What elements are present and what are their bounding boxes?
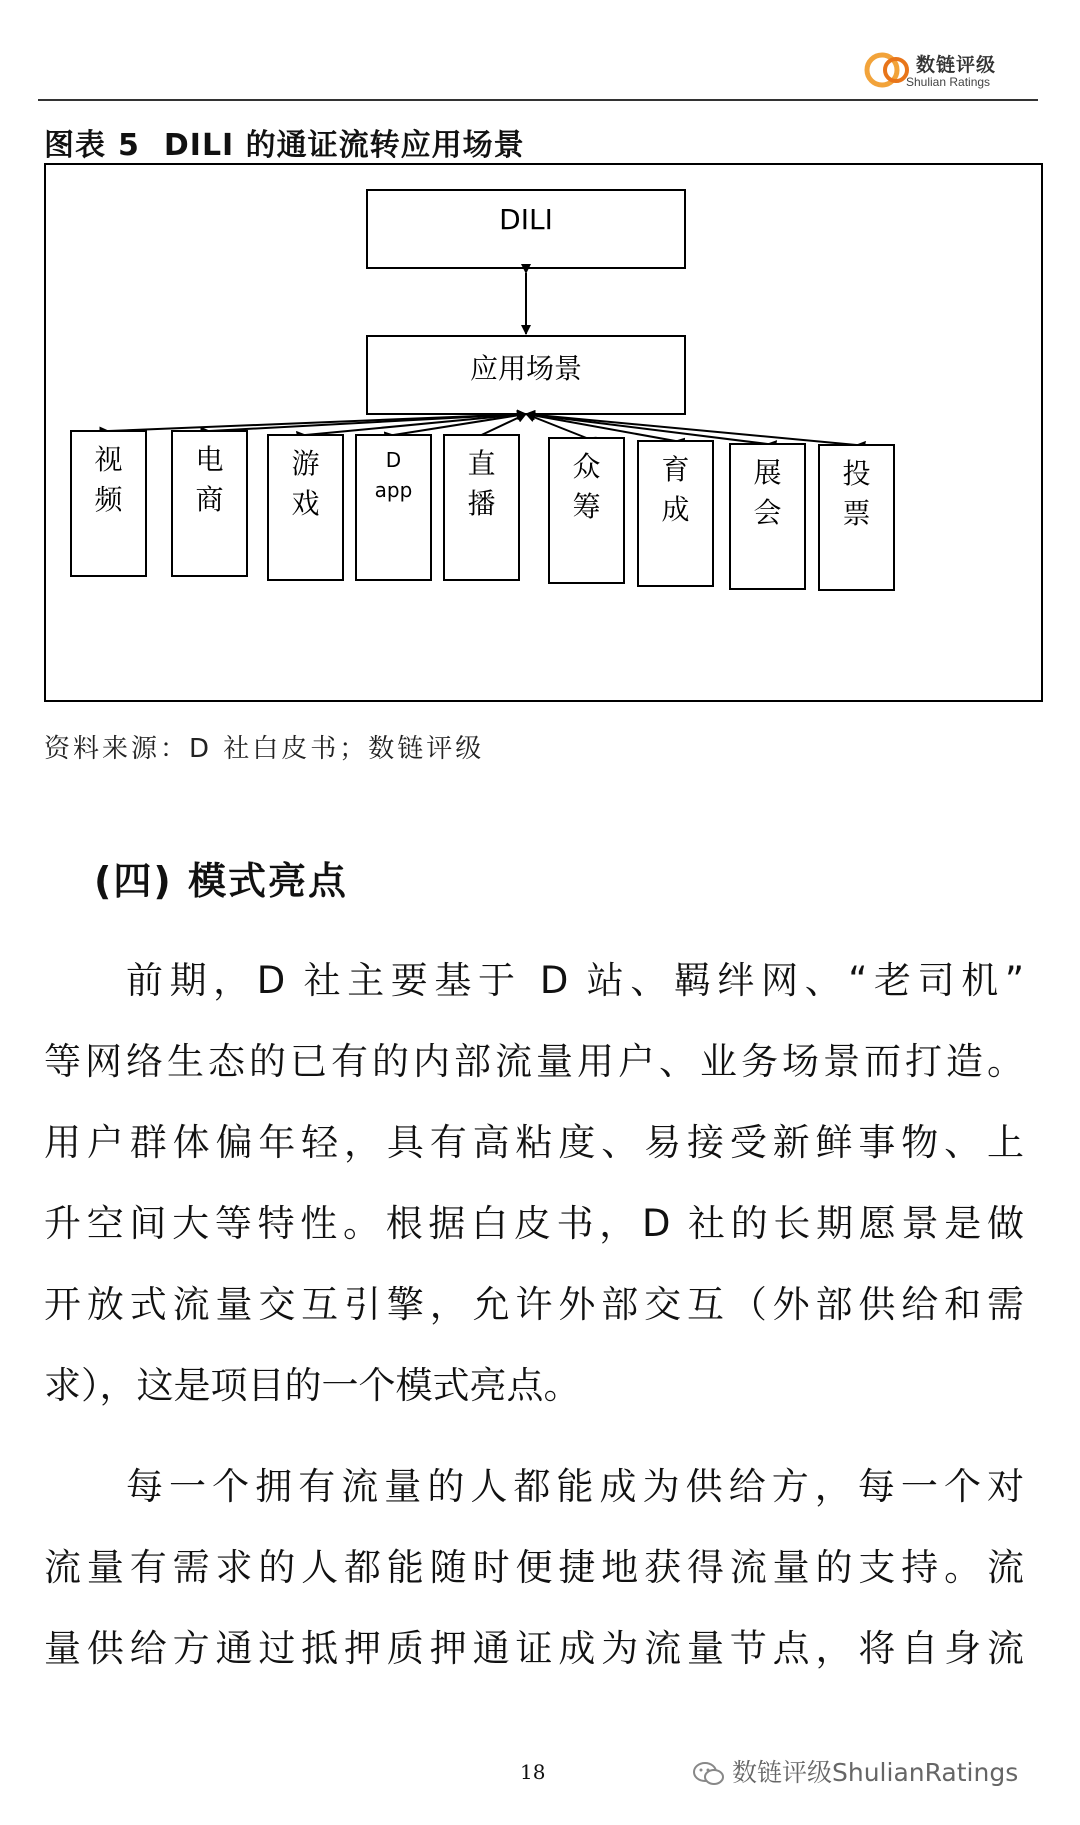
paragraph-2-line: 流量有需求的人都能随时便捷地获得流量的支持。流 [44, 1546, 1024, 1589]
page-number: 18 [520, 1760, 546, 1784]
leaf-node-label: 视 [94, 443, 123, 476]
wechat-icon [692, 1760, 726, 1788]
leaf-node-label: D [385, 448, 402, 472]
leaf-node-label: 播 [467, 487, 496, 520]
leaf-node-label: 直 [467, 447, 496, 480]
logo-text-en: Shulian Ratings [906, 75, 991, 89]
paragraph-1-line: 用户群体偏年轻，具有高粘度、易接受新鲜事物、上 [44, 1121, 1024, 1164]
paragraph-1-line: 求），这是项目的一个模式亮点。 [44, 1364, 581, 1407]
logo-text-cn: 数链评级 [916, 54, 997, 76]
figure-caption: DILI 的通证流转应用场景 [163, 128, 525, 163]
figure-source: 资料来源：D 社白皮书；数链评级 [44, 734, 485, 764]
leaf-node-label: 会 [753, 496, 782, 529]
paragraph-2-line: 量供给方通过抵押质押通证成为流量节点，将自身流 [44, 1627, 1024, 1670]
paragraph-1-line: 前期，D 社主要基于 D 站、羁绊网、“老司机” [126, 959, 1024, 1002]
paragraph-2-line: 每一个拥有流量的人都能成为供给方，每一个对 [126, 1465, 1024, 1508]
paragraph-1-line: 升空间大等特性。根据白皮书，D 社的长期愿景是做 [44, 1202, 1024, 1245]
paragraph-1-line: 开放式流量交互引擎，允许外部交互（外部供给和需 [44, 1283, 1024, 1326]
leaf-node-label: app [374, 478, 413, 502]
scenario-node-label: 应用场景 [469, 352, 583, 385]
figure-number: 5 [118, 128, 140, 163]
leaf-node-label: 筹 [572, 490, 601, 523]
section-title: (四) 模式亮点 [94, 859, 348, 903]
leaf-node-label: 游 [291, 447, 320, 480]
leaf-node-label: 戏 [291, 487, 320, 520]
leaf-node-label: 育 [661, 453, 690, 486]
figure-label: 图表 [44, 128, 106, 163]
dili-node-label: DILI [499, 203, 553, 236]
header-rule [38, 99, 1038, 101]
leaf-node-label: 商 [195, 483, 224, 516]
watermark-text: 数链评级ShulianRatings [732, 1758, 1019, 1787]
leaf-node-label: 投 [842, 457, 871, 490]
figure-title [44, 120, 525, 164]
leaf-arrow [526, 414, 676, 441]
scenario-diagram [44, 163, 1044, 703]
leaf-node-label: 成 [661, 493, 690, 526]
paragraph-1-line: 等网络生态的已有的内部流量用户、业务场景而打造。 [44, 1040, 1024, 1083]
leaf-node-label: 众 [572, 450, 601, 483]
leaf-node-label: 展 [753, 456, 782, 489]
leaf-node-label: 频 [94, 483, 123, 516]
leaf-node-label: 票 [842, 497, 871, 530]
paragraph-1 [44, 940, 1024, 1426]
paragraph-2 [44, 1446, 1024, 1689]
leaf-node-label: 电 [195, 443, 224, 476]
watermark [692, 1753, 1018, 1789]
